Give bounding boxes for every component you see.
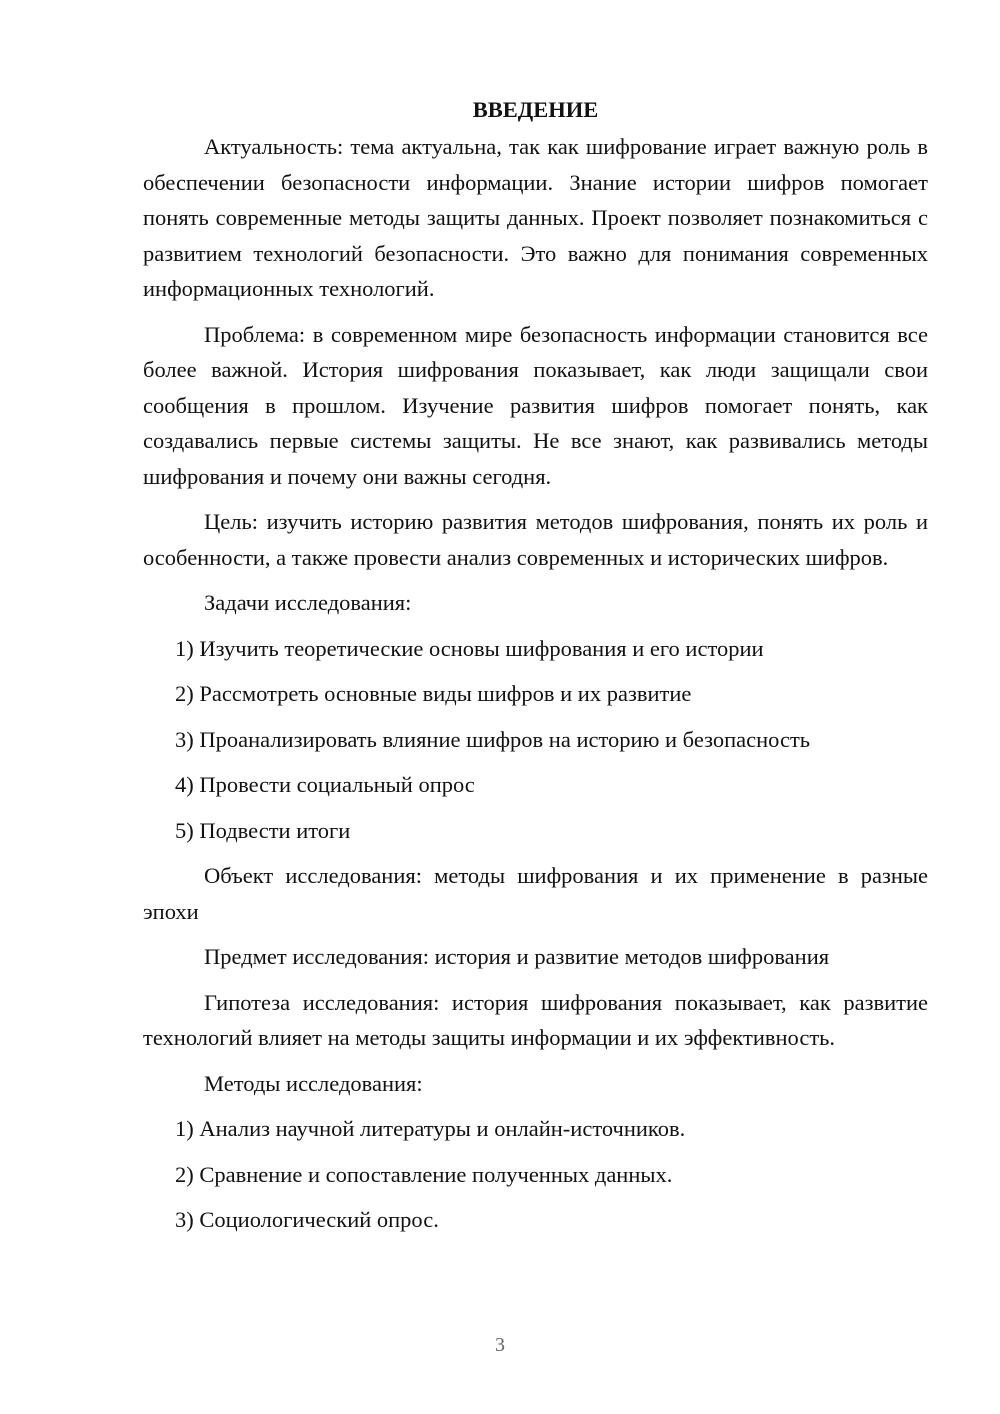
section-title: ВВЕДЕНИЕ	[472, 97, 599, 122]
task-item: 4) Провести социальный опрос	[175, 772, 475, 797]
tasks-heading: Задачи исследования:	[204, 590, 412, 615]
hypothesis-paragraph: Гипотеза исследования: история шифрования показывает, как развитие технологий влияет на методы защиты информации и их эффективность.	[143, 989, 928, 1050]
problem-paragraph: Проблема: в современном мире безопасность информации становится все более важной. История шифрования показывает, как люди защищали свои сообщения в прошлом. Изучение развития шифров помогает понять, как создавались первые системы защиты. Не все знают, как развивались методы шифрования и почему они важны сегодня.	[143, 321, 928, 489]
task-item: 1) Изучить теоретические основы шифрования и его истории	[175, 635, 764, 661]
object-paragraph: Объект исследования: методы шифрования и их применение в разные эпохи	[143, 863, 928, 924]
method-item: 3) Социологический опрос.	[175, 1207, 439, 1232]
methods-heading: Методы исследования:	[204, 1070, 423, 1096]
relevance-paragraph: Актуальность: тема актуальна, так как шифрование играет важную роль в обеспечении безопасности информации. Знание истории шифров помогает понять современные методы защиты данных. Проект позволяет познакомиться с развитием технологий безопасности. Это важно для понимания современных информационных технологий.	[143, 134, 928, 301]
method-item: 2) Сравнение и сопоставление полученных данных.	[175, 1161, 673, 1187]
task-item: 5) Подвести итоги	[175, 817, 351, 843]
subject-paragraph: Предмет исследования: история и развитие методов шифрования	[204, 944, 830, 969]
goal-paragraph: Цель: изучить историю развития методов шифрования, понять их роль и особенности, а также провести анализ современных и исторических шифров.	[143, 509, 928, 570]
task-item: 3) Проанализировать влияние шифров на историю и безопасность	[175, 726, 811, 752]
document-body	[143, 94, 928, 1248]
method-item: 1) Анализ научной литературы и онлайн-источников.	[175, 1116, 686, 1141]
task-item: 2) Рассмотреть основные виды шифров и их развитие	[175, 681, 692, 706]
page-number: 3	[495, 1334, 505, 1356]
